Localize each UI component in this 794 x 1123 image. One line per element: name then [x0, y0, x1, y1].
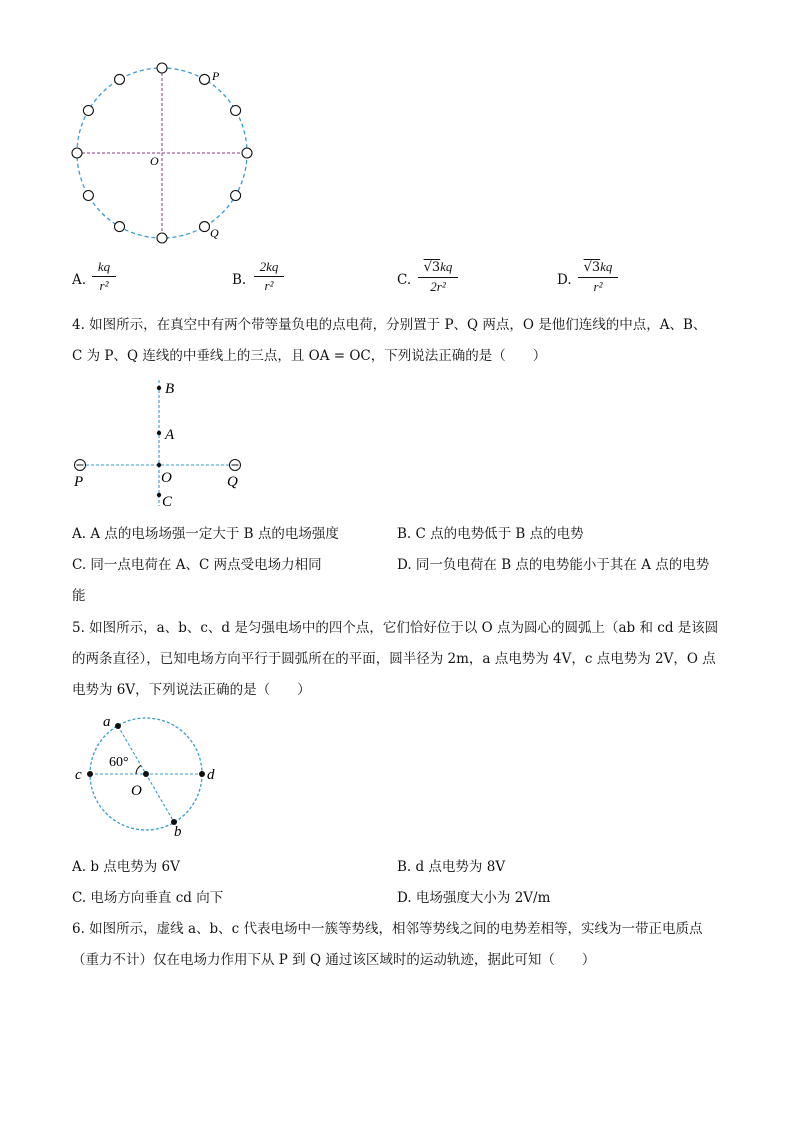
frac-numerator: 2kq [254, 258, 284, 277]
q4-figure [66, 376, 256, 516]
q4-stem-line2: C 为 P、Q 连线的中垂线上的三点，且 OA = OC，下列说法正确的是（ ） [72, 348, 547, 364]
frac-numerator: kq [92, 258, 116, 277]
q5-option-d[interactable]: D. 电场强度大小为 2V/m [397, 890, 551, 906]
frac-denominator: 2r² [430, 279, 446, 294]
angle-label: 60° [109, 755, 129, 770]
sqrt-symbol: √3 [583, 260, 601, 275]
label-q: Q [210, 226, 219, 240]
frac-denominator: r² [593, 279, 603, 294]
q4-option-d-continuation: 能 [72, 588, 86, 604]
charge-circle [115, 74, 125, 84]
q4-option-d[interactable]: D. 同一负电荷在 B 点的电势能小于其在 A 点的电势 [397, 557, 710, 573]
negative-charge-p [75, 460, 86, 471]
charge-circle [242, 148, 252, 158]
q5-option-a[interactable]: A. b 点电势为 6V [72, 859, 180, 875]
label-b: b [174, 824, 182, 840]
q5-option-c[interactable]: C. 电场方向垂直 cd 向下 [72, 890, 224, 906]
point-c [87, 771, 93, 777]
point-c [157, 493, 161, 497]
frac-numerator [578, 258, 618, 278]
q5-figure [66, 710, 236, 840]
frac-denominator: r² [264, 278, 274, 293]
q5-stem-line2: 的两条直径），已知电场方向平行于圆弧所在的平面，圆半径为 2m，a 点电势为 4V，c 点电势为 2V，O 点 [72, 651, 716, 667]
charge-circle [231, 191, 241, 201]
q4-option-a[interactable]: A. A 点的电场场强一定大于 B 点的电场强度 [72, 526, 339, 542]
frac-numerator-text: kq [600, 259, 613, 274]
label-a: a [103, 714, 111, 730]
charge-circle [231, 106, 241, 116]
label-p: P [74, 474, 84, 490]
sqrt-symbol: √3 [423, 260, 441, 275]
label-p: P [212, 69, 220, 83]
label-o: O [131, 783, 142, 799]
option-d-fraction[interactable] [578, 258, 618, 296]
option-b-letter[interactable]: B. [232, 272, 247, 288]
charge-circle [200, 74, 210, 84]
q5-option-b[interactable]: B. d 点电势为 8V [397, 859, 506, 875]
charge-circle [157, 63, 167, 73]
q5-stem-line3: 电势为 6V，下列说法正确的是（ ） [72, 682, 311, 698]
frac-denominator: r² [99, 278, 109, 293]
point-d [199, 771, 205, 777]
point-a [157, 431, 161, 435]
option-a-letter[interactable]: A. [72, 272, 87, 288]
label-q: Q [227, 474, 238, 490]
label-a: A [165, 427, 175, 443]
option-a-fraction[interactable] [92, 258, 116, 295]
q6-stem-line1: 6. 如图所示，虚线 a、b、c 代表电场中一簇等势线，相邻等势线之间的电势差相等，实线为一带正电质点 [72, 921, 703, 937]
label-c: C [162, 494, 173, 510]
option-d-letter[interactable]: D. [557, 272, 572, 288]
negative-charge-q [230, 460, 241, 471]
q3-ring-figure [60, 55, 270, 255]
q3-options [0, 256, 794, 306]
q4-option-b[interactable]: B. C 点的电势低于 B 点的电势 [397, 526, 584, 542]
label-o: O [150, 154, 159, 168]
charge-circle [115, 222, 125, 232]
label-c: c [75, 767, 82, 783]
charge-circle [200, 222, 210, 232]
point-a [115, 723, 121, 729]
q4-option-c[interactable]: C. 同一点电荷在 A、C 两点受电场力相同 [72, 557, 322, 573]
charge-circle [83, 106, 93, 116]
point-o [143, 771, 149, 777]
option-c-fraction[interactable] [418, 258, 458, 296]
q4-stem-line1: 4. 如图所示，在真空中有两个带等量负电的点电荷，分别置于 P、Q 两点，O 是他们连线的中点，A、B、 [72, 317, 707, 333]
q5-stem-line1: 5. 如图所示，a、b、c、d 是匀强电场中的四个点，它们恰好位于以 O 点为圆心的圆弧上（ab 和 cd 是该圆 [72, 620, 719, 636]
frac-numerator [418, 258, 458, 278]
q6-stem-line2: （重力不计）仅在电场力作用下从 P 到 Q 通过该区域时的运动轨迹，据此可知（ ） [72, 952, 596, 968]
label-o: O [161, 470, 172, 486]
label-d: d [207, 767, 215, 783]
charge-circle [72, 148, 82, 158]
option-c-letter[interactable]: C. [397, 272, 412, 288]
label-b: B [165, 381, 175, 397]
angle-arc [136, 766, 141, 775]
charge-circle [157, 233, 167, 243]
frac-numerator-text: kq [440, 259, 453, 274]
option-b-fraction[interactable] [254, 258, 284, 295]
point-o [157, 463, 161, 467]
point-b [157, 386, 161, 390]
charge-circle [83, 191, 93, 201]
